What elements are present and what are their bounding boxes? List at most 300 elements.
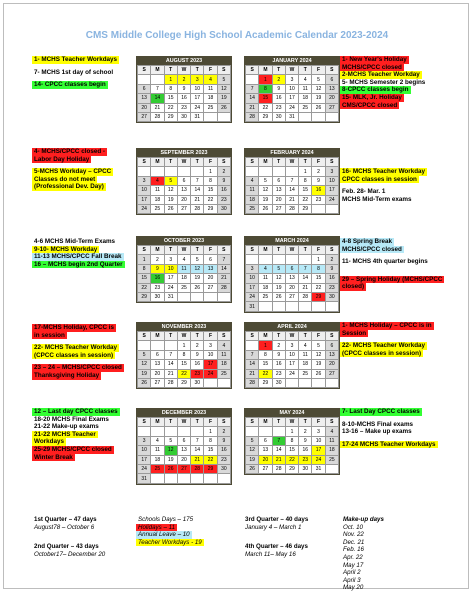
day-cell: 9 (151, 264, 164, 273)
makeup-date: Oct. 10 (343, 523, 363, 531)
week-row (246, 292, 339, 301)
weekday-label: S (246, 66, 259, 75)
makeup-list (343, 524, 384, 592)
week-row (246, 264, 339, 273)
note-line: (CPCC classes in session) (342, 349, 422, 357)
day-cell (204, 474, 217, 483)
note-line: 7- MCHS 1st day of school (34, 68, 114, 76)
day-cell: 11 (151, 446, 164, 455)
month-calendar (136, 322, 232, 389)
month-calendar (244, 236, 340, 313)
day-cell: 15 (138, 274, 151, 283)
day-cell: 7 (151, 84, 164, 93)
day-cell: 21 (299, 283, 312, 292)
day-cell (204, 112, 217, 121)
day-cell: 26 (217, 103, 230, 112)
day-cell (164, 341, 177, 350)
note-line: 11- MCHS 4th quarter begins (342, 258, 428, 266)
day-cell: 12 (312, 350, 325, 359)
weekday-label: S (217, 158, 230, 167)
day-cell (151, 75, 164, 84)
day-cell: 23 (151, 283, 164, 292)
day-cell: 27 (325, 103, 338, 112)
day-cell: 18 (259, 283, 272, 292)
week-row (246, 283, 339, 292)
day-cell: 28 (246, 378, 259, 387)
month-header: MAY 2024 (245, 409, 339, 417)
day-cell (299, 255, 312, 264)
day-cell: 18 (246, 195, 259, 204)
weekday-label: T (191, 332, 204, 341)
makeup-date: May 20 (343, 584, 364, 592)
week-row (246, 378, 339, 387)
day-cell: 18 (217, 360, 230, 369)
day-cell: 21 (246, 103, 259, 112)
weekday-label: W (285, 158, 298, 167)
note-line: 25-29 MCHS/CPCC closed (34, 445, 112, 453)
day-cell: 21 (151, 103, 164, 112)
day-cell: 6 (151, 350, 164, 359)
week-row (138, 360, 231, 369)
day-cell: 7 (164, 350, 177, 359)
note-group (340, 408, 462, 448)
day-cell: 4 (177, 255, 190, 264)
weekday-row (138, 418, 231, 427)
day-cell: 8 (204, 436, 217, 445)
day-cell: 25 (151, 464, 164, 473)
week-row (138, 167, 231, 176)
day-cell: 25 (259, 292, 272, 301)
day-cell: 18 (325, 446, 338, 455)
week-row (246, 464, 339, 473)
day-cell: 29 (285, 464, 298, 473)
day-cell: 18 (151, 455, 164, 464)
month-calendar (136, 408, 232, 485)
month-calendar (244, 56, 340, 123)
week-row (138, 112, 231, 121)
day-cell: 11 (325, 436, 338, 445)
day-cell: 10 (325, 176, 338, 185)
weekday-label: T (164, 158, 177, 167)
day-cell: 15 (164, 94, 177, 103)
day-cell: 14 (299, 274, 312, 283)
weekday-label: S (325, 158, 338, 167)
weekday-label: T (272, 418, 285, 427)
weekday-label: S (217, 418, 230, 427)
week-row (138, 195, 231, 204)
day-cell: 7 (191, 436, 204, 445)
day-cell: 1 (312, 255, 325, 264)
weekday-label: F (312, 246, 325, 255)
day-cell: 22 (164, 103, 177, 112)
day-cell: 19 (272, 283, 285, 292)
day-cell: 9 (299, 436, 312, 445)
day-cell: 2 (177, 75, 190, 84)
note-line: Winter Break (34, 453, 73, 461)
week-row (246, 369, 339, 378)
weekday-label: W (285, 246, 298, 255)
day-cell (325, 112, 338, 121)
day-cell (325, 378, 338, 387)
day-cell: 28 (217, 283, 230, 292)
day-cell: 14 (191, 446, 204, 455)
quarter-range: October17– December 20 (34, 550, 106, 558)
day-cell: 18 (204, 94, 217, 103)
note-line: 16 – MCHS begin 2nd Quarter (34, 260, 123, 268)
day-cell: 15 (299, 186, 312, 195)
makeup-date: Apr. 22 (343, 553, 363, 561)
week-row (138, 464, 231, 473)
makeup-date: May 17 (343, 561, 364, 569)
day-cell: 7 (285, 176, 298, 185)
day-cell: 2 (151, 255, 164, 264)
day-cell: 16 (177, 94, 190, 103)
day-cell: 27 (285, 292, 298, 301)
weekday-label: S (138, 66, 151, 75)
week-row (138, 94, 231, 103)
note-line: Labor Day Holiday (34, 155, 90, 163)
quarter-range: March 11– May 16 (245, 550, 296, 558)
note-group (32, 56, 132, 89)
day-cell: 30 (217, 204, 230, 213)
note-line: 8-10-MCHS Final exams (342, 420, 414, 428)
day-cell: 22 (177, 369, 190, 378)
week-row (246, 186, 339, 195)
day-cell: 23 (312, 195, 325, 204)
day-cell: 8 (204, 176, 217, 185)
day-cell: 24 (164, 283, 177, 292)
day-cell (246, 75, 259, 84)
weekday-label: S (217, 332, 230, 341)
day-cell: 13 (204, 264, 217, 273)
day-cell: 12 (272, 274, 285, 283)
day-cell: 21 (191, 455, 204, 464)
day-cell: 5 (164, 436, 177, 445)
day-cell: 2 (299, 427, 312, 436)
day-cell: 12 (217, 84, 230, 93)
day-cell: 11 (204, 84, 217, 93)
quarter-label: 3rd Quarter – 40 days (245, 516, 309, 523)
weekday-label: T (299, 158, 312, 167)
makeup-date: April 3 (343, 576, 361, 584)
day-cell: 1 (177, 341, 190, 350)
day-cell (246, 255, 259, 264)
day-cell: 12 (191, 264, 204, 273)
day-cell: 26 (272, 292, 285, 301)
day-cell: 30 (272, 378, 285, 387)
day-cell (272, 427, 285, 436)
week-row (138, 378, 231, 387)
weekday-row (138, 246, 231, 255)
day-cell: 9 (272, 350, 285, 359)
day-cell: 24 (325, 195, 338, 204)
day-cell: 4 (246, 176, 259, 185)
day-cell: 30 (217, 464, 230, 473)
day-cell (325, 204, 338, 213)
weekday-label: M (151, 158, 164, 167)
week-row (138, 446, 231, 455)
day-cell (272, 167, 285, 176)
day-cell (285, 255, 298, 264)
week-row (138, 474, 231, 483)
day-cell: 3 (246, 264, 259, 273)
day-cell: 18 (299, 360, 312, 369)
day-cell: 20 (325, 360, 338, 369)
day-cell: 30 (177, 112, 190, 121)
day-cell: 31 (191, 112, 204, 121)
week-row (138, 436, 231, 445)
day-cell: 31 (312, 464, 325, 473)
week-row (138, 292, 231, 301)
month-header: SEPTEMBER 2023 (137, 149, 231, 157)
day-cell: 27 (177, 204, 190, 213)
day-cell (272, 302, 285, 311)
day-cell: 17 (164, 274, 177, 283)
quarter-range: August78 – October 6 (34, 523, 95, 531)
note-group (340, 56, 462, 109)
month-calendar (136, 236, 232, 303)
day-cell (151, 167, 164, 176)
day-cell: 28 (299, 292, 312, 301)
note-group (340, 168, 462, 203)
day-cell: 2 (312, 167, 325, 176)
weekday-label: S (138, 332, 151, 341)
day-cell: 8 (259, 350, 272, 359)
day-cell (177, 427, 190, 436)
makeup-days (343, 516, 384, 592)
day-cell: 3 (204, 341, 217, 350)
day-cell: 17 (325, 186, 338, 195)
day-cell (164, 427, 177, 436)
day-cell: 11 (217, 350, 230, 359)
day-cell: 7 (217, 255, 230, 264)
note-line: Thanksgiving Holiday (34, 371, 100, 379)
note-line: Classes do not meet (34, 175, 96, 183)
total-annual-leave: Annual Leave – 10 (138, 531, 190, 539)
weekday-label: T (191, 158, 204, 167)
weekday-label: M (259, 246, 272, 255)
day-cell: 25 (246, 204, 259, 213)
day-cell (312, 302, 325, 311)
day-cell: 2 (272, 341, 285, 350)
day-cell (204, 378, 217, 387)
weekday-row (246, 332, 339, 341)
day-cell: 13 (325, 350, 338, 359)
note-group (32, 238, 132, 268)
note-line: 5- MCHS Semester 2 begins (342, 78, 426, 86)
week-row (246, 103, 339, 112)
day-cell: 25 (299, 103, 312, 112)
week-row (138, 103, 231, 112)
day-cell: 9 (217, 176, 230, 185)
note-line: Workdays (34, 438, 64, 446)
day-cell: 13 (325, 84, 338, 93)
day-cell: 3 (285, 75, 298, 84)
note-line: closed) (342, 283, 365, 291)
day-cell: 25 (217, 369, 230, 378)
week-row (138, 75, 231, 84)
quarter-4 (245, 543, 308, 558)
note-line: 18-20 MCHS Final Exams (34, 415, 109, 423)
day-cell: 16 (191, 360, 204, 369)
day-cell: 5 (217, 75, 230, 84)
day-cell: 6 (272, 176, 285, 185)
note-group (340, 238, 462, 291)
day-cell: 24 (246, 292, 259, 301)
day-cell: 23 (191, 369, 204, 378)
weekday-label: W (177, 418, 190, 427)
day-cell: 22 (259, 103, 272, 112)
day-cell: 24 (285, 369, 298, 378)
day-cell: 28 (191, 464, 204, 473)
note-line: 23 – 24 – MCHS/CPCC closed (34, 364, 122, 372)
weekday-label: T (272, 332, 285, 341)
weekday-label: M (259, 66, 272, 75)
day-cell: 26 (164, 464, 177, 473)
weekday-label: S (138, 246, 151, 255)
note-line: CMS/CPCC closed (342, 101, 398, 109)
day-cell: 20 (177, 455, 190, 464)
day-cell: 24 (204, 369, 217, 378)
month-header: OCTOBER 2023 (137, 237, 231, 245)
note-line: (CPCC classes in session) (34, 351, 114, 359)
note-line: 15- MLK, Jr. Holiday (342, 93, 402, 101)
day-cell: 1 (259, 341, 272, 350)
day-cell: 25 (325, 455, 338, 464)
day-cell: 8 (138, 264, 151, 273)
weekday-label: S (325, 66, 338, 75)
day-cell (191, 474, 204, 483)
week-row (138, 255, 231, 264)
weekday-label: T (191, 246, 204, 255)
note-line: MCHS Mid-Term exams (342, 195, 412, 203)
day-cell: 16 (299, 446, 312, 455)
weekday-label: M (151, 246, 164, 255)
day-cell: 10 (191, 84, 204, 93)
day-cell: 7 (191, 176, 204, 185)
day-cell: 20 (272, 195, 285, 204)
day-cell: 28 (164, 378, 177, 387)
week-row (138, 176, 231, 185)
day-cell: 8 (259, 84, 272, 93)
day-cell: 27 (325, 369, 338, 378)
day-cell: 3 (138, 176, 151, 185)
week-row (138, 427, 231, 436)
day-cell: 26 (164, 204, 177, 213)
quarter-label: 2nd Quarter – 43 days (34, 543, 99, 550)
makeup-date: Nov. 22 (343, 531, 364, 539)
day-cell: 15 (204, 186, 217, 195)
day-cell: 16 (151, 274, 164, 283)
day-cell: 21 (272, 455, 285, 464)
weekday-label: W (177, 246, 190, 255)
day-cell (299, 378, 312, 387)
quarter-range: January 4 – March 1 (245, 523, 302, 531)
day-cell: 20 (151, 369, 164, 378)
day-cell: 8 (285, 436, 298, 445)
day-cell: 25 (204, 103, 217, 112)
day-cell: 1 (285, 427, 298, 436)
day-cell (259, 302, 272, 311)
day-cell: 30 (272, 112, 285, 121)
day-cell: 5 (312, 75, 325, 84)
note-line: 1- New Year's Holiday (342, 56, 407, 63)
day-cell: 6 (177, 176, 190, 185)
day-cell: 3 (191, 75, 204, 84)
day-totals (136, 516, 204, 546)
day-cell: 2 (325, 255, 338, 264)
weekday-label: S (217, 66, 230, 75)
day-cell: 12 (138, 360, 151, 369)
day-cell (325, 302, 338, 311)
day-cell: 6 (285, 264, 298, 273)
quarter-label: 4th Quarter – 46 days (245, 543, 308, 550)
day-cell: 31 (246, 302, 259, 311)
week-row (138, 264, 231, 273)
day-cell: 12 (246, 446, 259, 455)
day-cell: 19 (217, 94, 230, 103)
note-line: MCHS/CPCC closed (342, 245, 402, 253)
day-cell: 15 (259, 94, 272, 103)
week-row (246, 360, 339, 369)
day-cell: 31 (164, 292, 177, 301)
day-cell: 2 (217, 167, 230, 176)
weekday-label: W (285, 418, 298, 427)
day-cell: 10 (204, 350, 217, 359)
day-cell (177, 292, 190, 301)
day-cell (259, 167, 272, 176)
note-line: 13-16 – Make up exams (342, 428, 412, 436)
page-title: CMS Middle College High School Academic Calendar 2023-2024 (85, 30, 389, 41)
day-cell: 8 (299, 176, 312, 185)
day-cell: 20 (259, 455, 272, 464)
day-cell: 17 (138, 455, 151, 464)
day-cell: 31 (138, 474, 151, 483)
day-cell: 19 (312, 360, 325, 369)
day-cell: 4 (259, 264, 272, 273)
day-cell (246, 427, 259, 436)
weekday-label: T (299, 246, 312, 255)
week-row (246, 94, 339, 103)
week-row (246, 112, 339, 121)
day-cell: 26 (312, 369, 325, 378)
weekday-label: T (299, 66, 312, 75)
day-cell: 16 (272, 360, 285, 369)
weekday-label: T (164, 246, 177, 255)
week-row (138, 274, 231, 283)
weekday-label: S (246, 158, 259, 167)
note-line: 1- MCHS Teacher Workdays (34, 56, 118, 63)
weekday-row (138, 66, 231, 75)
note-line: 21-22 MCHS Teacher (34, 430, 96, 438)
day-cell: 15 (285, 446, 298, 455)
day-cell: 29 (259, 378, 272, 387)
weekday-label: T (164, 418, 177, 427)
note-line: (Professional Dev. Day) (34, 183, 104, 191)
day-cell: 3 (164, 255, 177, 264)
weekday-label: F (204, 246, 217, 255)
day-cell: 6 (177, 436, 190, 445)
day-cell: 14 (151, 94, 164, 103)
note-line: 7- Last Day CPCC classes (342, 408, 420, 415)
day-cell: 11 (246, 186, 259, 195)
note-line: CPCC classes in session (342, 175, 417, 183)
day-cell: 15 (204, 446, 217, 455)
weekday-label: T (299, 418, 312, 427)
day-cell: 22 (285, 455, 298, 464)
weekday-label: F (204, 66, 217, 75)
day-cell (299, 112, 312, 121)
